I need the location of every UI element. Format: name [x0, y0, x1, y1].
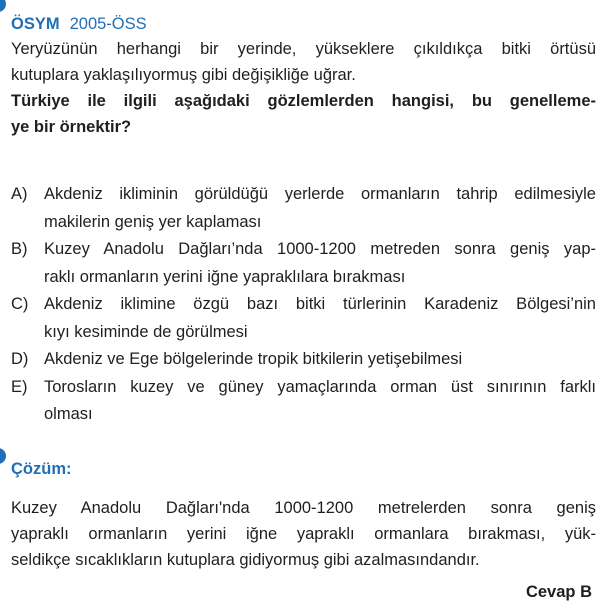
question-line: Türkiye ile ilgili aşağıdaki gözlemlerden hangisi, bu genelleme-	[11, 92, 596, 110]
stem-line: Yeryüzünün herhangi bir yerinde, yükseklere çıkıldıkça bitki örtüsü	[11, 40, 596, 58]
bullet-dot-icon	[0, 0, 6, 12]
option-letter: A)	[11, 185, 28, 203]
source-exam: 2005-ÖSS	[69, 15, 147, 33]
question-stem	[11, 36, 596, 88]
option-c[interactable]	[11, 291, 596, 346]
solution-line: seldikçe sıcaklıkların kutuplara gidiyormuş gibi azalmasındandır.	[11, 551, 480, 569]
question-prompt	[11, 88, 596, 140]
option-text: Torosların kuzey ve güney yamaçlarında orman üst sınırının farklı olması	[44, 377, 596, 423]
option-text: Akdeniz ve Ege bölgelerinde tropik bitkilerin yetişebilmesi	[44, 350, 463, 368]
option-a[interactable]	[11, 181, 596, 236]
answer-options	[11, 181, 596, 429]
solution-line: yapraklı ormanların yerini iğne yapraklı ormanlara bırakması, yük-	[11, 525, 596, 543]
stem-line: kutuplara yaklaşılıyormuş gibi değişikliğe uğrar.	[11, 66, 356, 84]
answer-key: Cevap B	[525, 583, 592, 601]
option-letter: E)	[11, 377, 28, 396]
source-org: ÖSYM	[11, 15, 60, 33]
solution-text	[11, 495, 596, 573]
option-d[interactable]	[11, 346, 596, 374]
question-source	[11, 14, 147, 34]
option-text: Akdeniz ikliminin görüldüğü yerlerde ormanların tahrip edilmesiyle makilerin geniş yer kaplaması	[44, 185, 596, 231]
solution-title: Çözüm:	[11, 460, 72, 478]
option-e[interactable]	[11, 374, 596, 429]
solution-line: Kuzey Anadolu Dağları'nda 1000-1200 metrelerden sonra geniş	[11, 499, 596, 517]
option-text: Kuzey Anadolu Dağları’nda 1000-1200 metreden sonra geniş yap- raklı ormanların yerini iğne yapraklılara bırakması	[44, 240, 596, 286]
question-line: ye bir örnektir?	[11, 118, 132, 136]
option-letter: D)	[11, 350, 29, 368]
bullet-dot-icon	[0, 448, 6, 464]
option-text: Akdeniz iklimine özgü bazı bitki türlerinin Karadeniz Bölgesi’nin kıyı kesiminde de görülmesi	[44, 295, 596, 341]
option-letter: C)	[11, 295, 29, 313]
option-b[interactable]	[11, 236, 596, 291]
option-letter: B)	[11, 240, 28, 258]
